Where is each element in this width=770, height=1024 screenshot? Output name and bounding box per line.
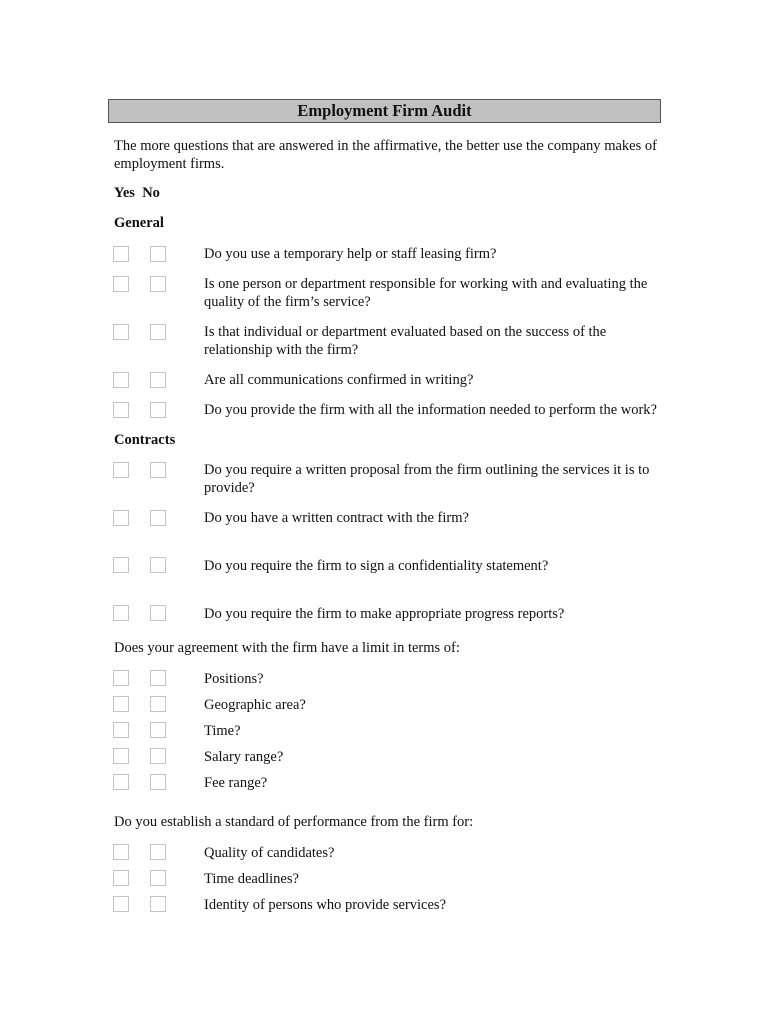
yes-checkbox[interactable] [113, 402, 129, 418]
question-text: Is that individual or department evaluated based on the success of the relationship with the firm? [204, 324, 607, 358]
no-checkbox[interactable] [150, 696, 166, 712]
question-text: Do you require the firm to make appropriate progress reports? [204, 606, 565, 622]
yes-checkbox[interactable] [113, 557, 129, 573]
no-checkbox[interactable] [150, 605, 166, 621]
limit-item: Time? [204, 723, 241, 739]
section-heading-general: General [114, 215, 164, 231]
yes-checkbox[interactable] [113, 372, 129, 388]
yes-checkbox[interactable] [113, 748, 129, 764]
performance-item: Quality of candidates? [204, 845, 335, 861]
no-checkbox[interactable] [150, 670, 166, 686]
question-text: Are all communications confirmed in writing? [204, 372, 474, 388]
yes-checkbox[interactable] [113, 605, 129, 621]
yes-checkbox[interactable] [113, 324, 129, 340]
yes-checkbox[interactable] [113, 510, 129, 526]
question-text: Is one person or department responsible for working with and evaluating the quality of the firm’s service? [204, 276, 648, 310]
performance-item: Identity of persons who provide services? [204, 897, 447, 913]
no-column-label: No [142, 185, 160, 201]
performance-prompt: Do you establish a standard of performance from the firm for: [114, 814, 474, 830]
limit-item: Positions? [204, 671, 264, 687]
yes-checkbox[interactable] [113, 462, 129, 478]
no-checkbox[interactable] [150, 402, 166, 418]
no-checkbox[interactable] [150, 246, 166, 262]
limit-item: Geographic area? [204, 697, 306, 713]
yes-checkbox[interactable] [113, 670, 129, 686]
yes-checkbox[interactable] [113, 246, 129, 262]
yes-checkbox[interactable] [113, 844, 129, 860]
question-text: Do you require the firm to sign a confidentiality statement? [204, 558, 549, 574]
yes-checkbox[interactable] [113, 870, 129, 886]
performance-item: Time deadlines? [204, 871, 299, 887]
no-checkbox[interactable] [150, 276, 166, 292]
yes-checkbox[interactable] [113, 276, 129, 292]
question-text: Do you have a written contract with the firm? [204, 510, 469, 526]
limit-item: Salary range? [204, 749, 284, 765]
section-heading-contracts: Contracts [114, 432, 176, 448]
question-text: Do you use a temporary help or staff leasing firm? [204, 246, 497, 262]
no-checkbox[interactable] [150, 722, 166, 738]
question-text: Do you provide the firm with all the information needed to perform the work? [204, 402, 657, 418]
no-checkbox[interactable] [150, 372, 166, 388]
yes-checkbox[interactable] [113, 774, 129, 790]
question-text: Do you require a written proposal from the firm outlining the services it is to provide? [204, 462, 650, 496]
no-checkbox[interactable] [150, 870, 166, 886]
no-checkbox[interactable] [150, 748, 166, 764]
limit-item: Fee range? [204, 775, 268, 791]
no-checkbox[interactable] [150, 510, 166, 526]
no-checkbox[interactable] [150, 557, 166, 573]
yes-no-header [114, 185, 160, 202]
no-checkbox[interactable] [150, 324, 166, 340]
no-checkbox[interactable] [150, 844, 166, 860]
no-checkbox[interactable] [150, 774, 166, 790]
no-checkbox[interactable] [150, 462, 166, 478]
yes-checkbox[interactable] [113, 896, 129, 912]
intro-paragraph: The more questions that are answered in the affirmative, the better use the company makes of employment firms. [114, 138, 657, 172]
yes-checkbox[interactable] [113, 722, 129, 738]
document-title: Employment Firm Audit [108, 99, 661, 123]
limits-prompt: Does your agreement with the firm have a limit in terms of: [114, 640, 460, 656]
yes-column-label: Yes [114, 185, 135, 201]
no-checkbox[interactable] [150, 896, 166, 912]
yes-checkbox[interactable] [113, 696, 129, 712]
